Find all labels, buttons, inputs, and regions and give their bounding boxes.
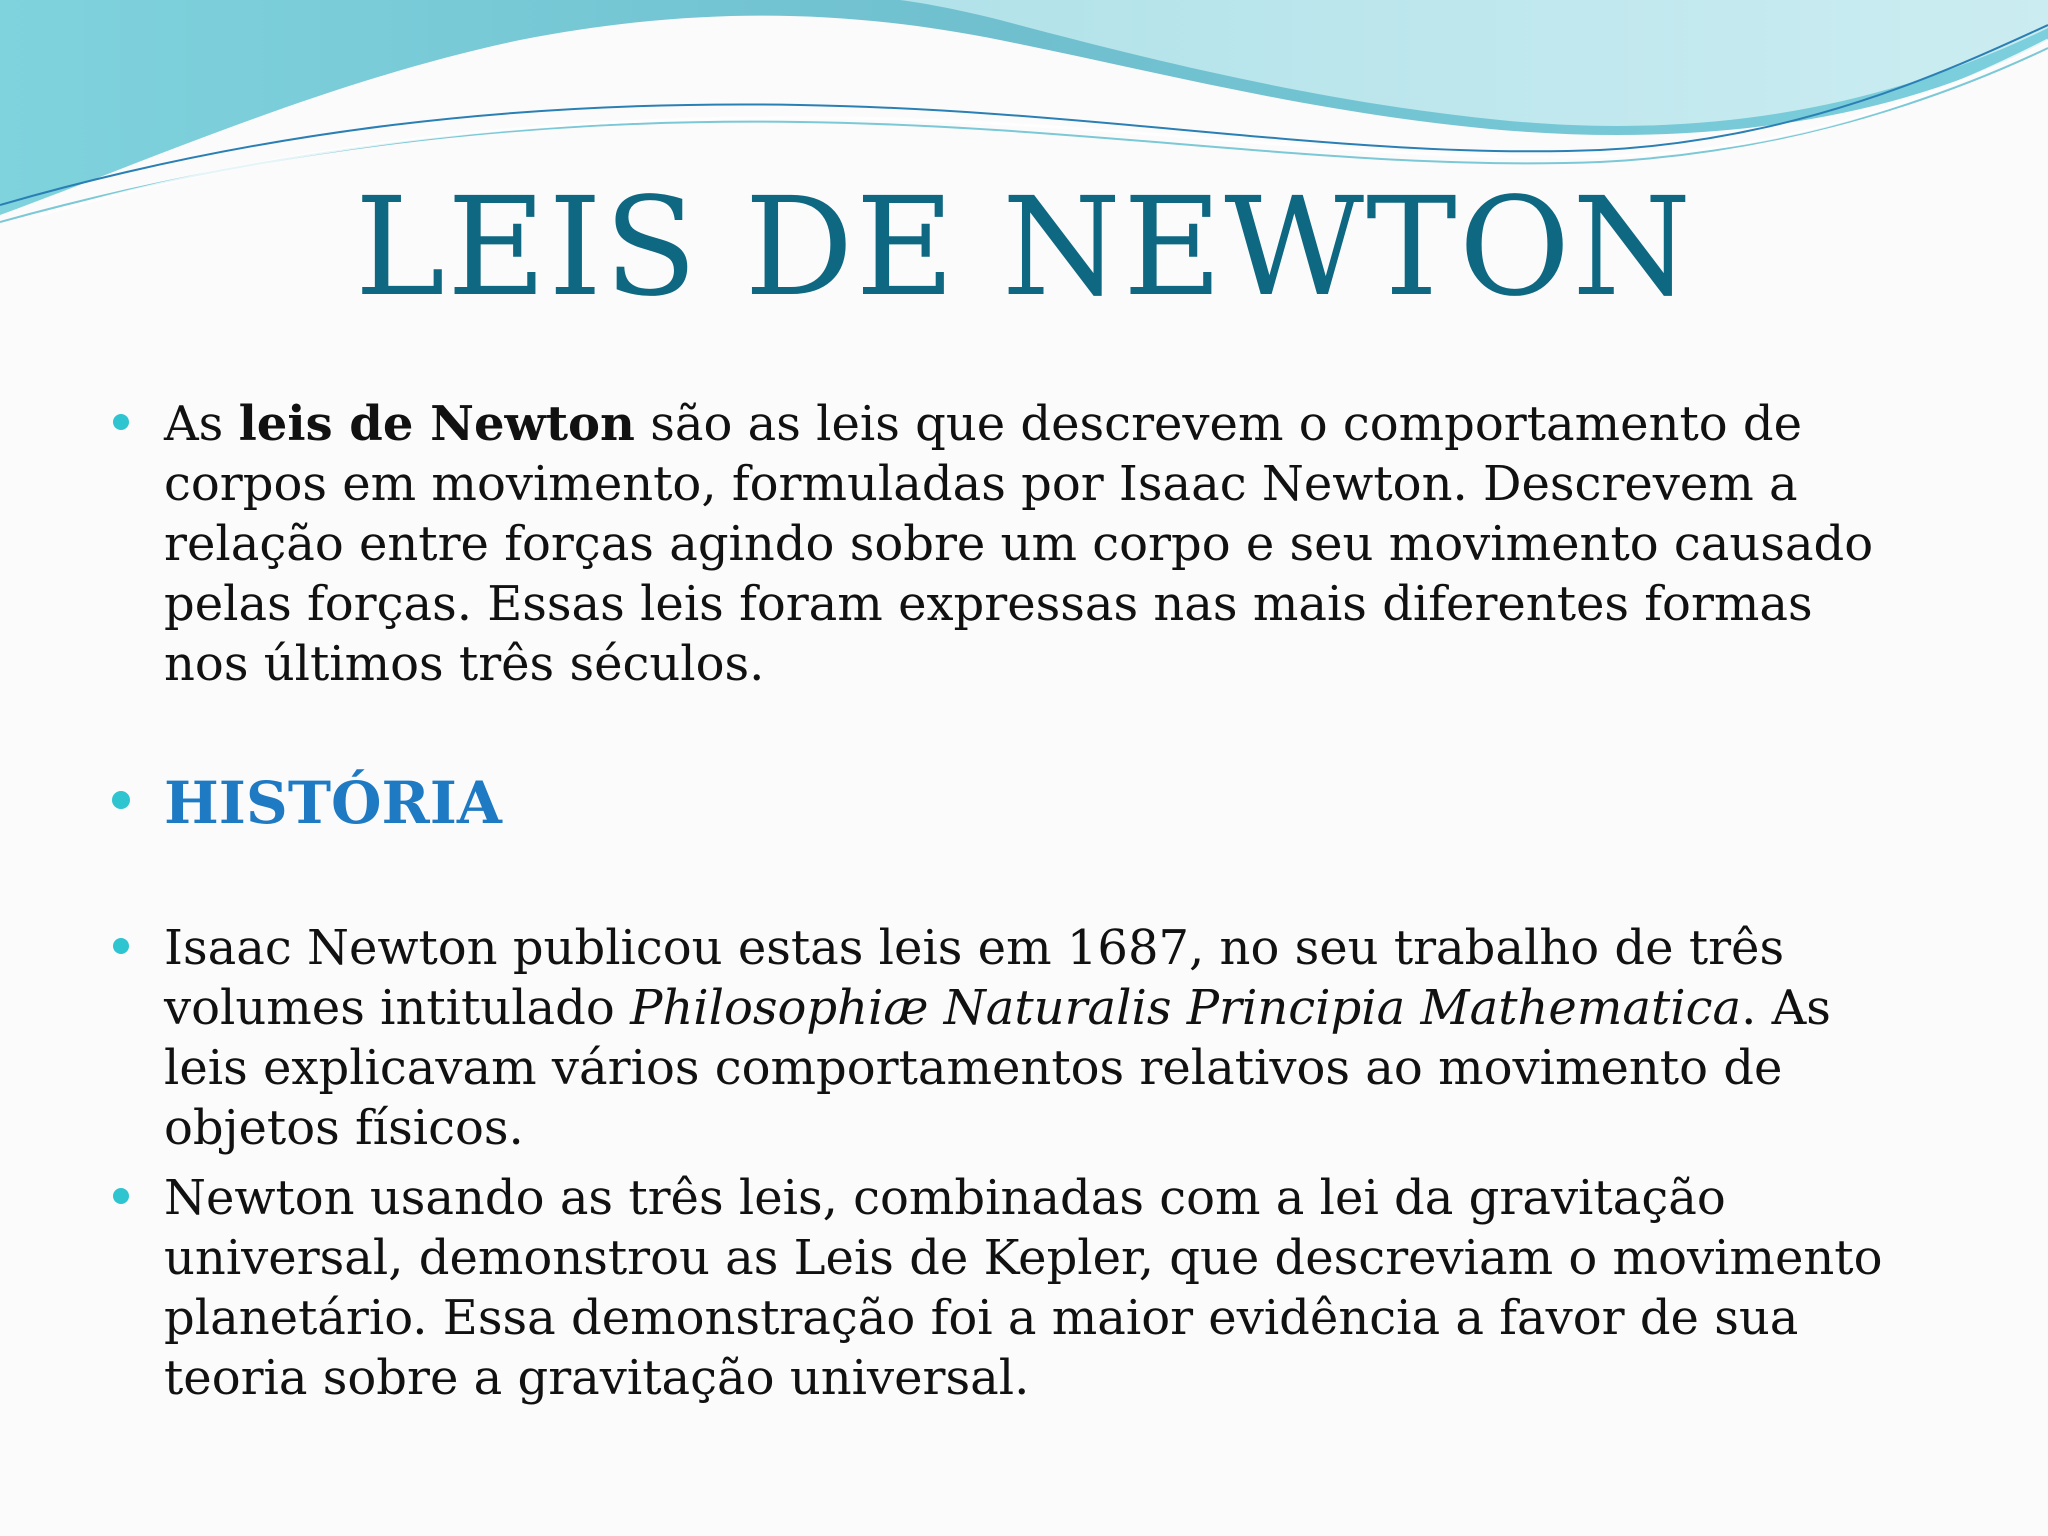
text-span: As bbox=[164, 396, 239, 452]
italic-work-title: Philosophiæ Naturalis Principia Mathematica bbox=[630, 980, 1742, 1036]
slide-title: LEIS DE NEWTON bbox=[354, 169, 1694, 327]
bullet-text-kepler: Newton usando as três leis, combinadas com a lei da gravitação universal, demonstrou as Leis de Kepler, que descreviam o movimento planetário. Essa demonstração foi a maior evidência a favor de sua teoria sobre a gravitação universal. bbox=[164, 1170, 1883, 1406]
bullet-dot bbox=[113, 1188, 129, 1204]
bullet-dot bbox=[113, 414, 129, 430]
bullet-dot bbox=[112, 791, 130, 809]
text-span: Isaac Newton publicou estas leis em 1687, no seu trabalho de três volumes intitulado bbox=[164, 920, 1785, 1036]
bullet-dot bbox=[113, 938, 129, 954]
section-heading-historia: HISTÓRIA bbox=[164, 769, 502, 837]
bullet-text-newton-laws bbox=[164, 394, 1894, 694]
bullet-text-publication bbox=[164, 918, 1894, 1158]
text-span: são as leis que descrevem o comportamento de corpos em movimento, formuladas por Isaac Newton. Descrevem a relação entre forças agindo sobre um corpo e seu movimento causado pelas forças. Essas leis foram expressas nas mais diferentes formas nos últimos três séculos. bbox=[164, 396, 1874, 692]
text-span: . As leis explicavam vários comportamentos relativos ao movimento de objetos físicos. bbox=[164, 980, 1831, 1156]
bold-term: leis de Newton bbox=[238, 396, 635, 452]
